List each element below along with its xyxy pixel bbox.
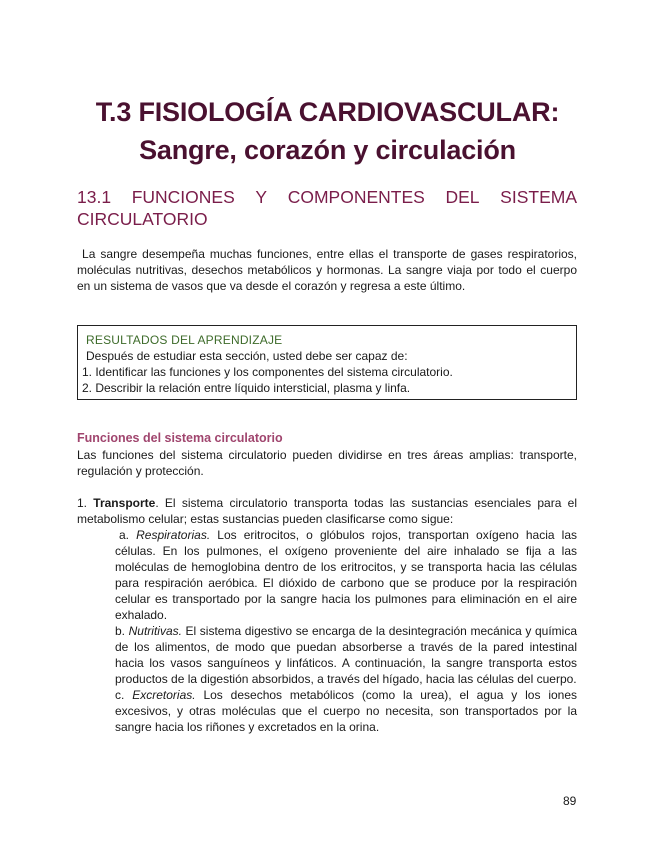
section-number: 13.1 [77, 187, 112, 207]
transport-paragraph [77, 495, 577, 527]
intro-text: La sangre desempeña muchas funciones, entre ellas el transporte de gases respiratorios, moléculas nutritivas, desechos metabólicos y hormonas. La sangre viaja por todo el cuerpo en un sistema de vasos que va desde el corazón y regresa a este último. [77, 247, 577, 293]
title-line-1: T.3 FISIOLOGÍA CARDIOVASCULAR: [95, 97, 560, 128]
heading-word: SISTEMA [500, 187, 577, 207]
transport-label: Transporte [93, 496, 156, 510]
item-label: Respiratorias. [136, 528, 211, 542]
item-label: Excretorias. [132, 688, 196, 702]
title-line-2: Sangre, corazón y circulación [139, 135, 516, 166]
transport-text: . El sistema circulatorio transporta todas las sustancias esenciales para el metabolismo celular; estas sustancias pueden clasificarse como sigue: [77, 496, 578, 526]
item-prefix: c. [115, 688, 133, 702]
learning-outcomes-box [77, 325, 577, 400]
heading-word: FUNCIONES [131, 187, 235, 207]
functions-paragraph: Las funciones del sistema circulatorio pueden dividirse en tres áreas amplias: transporte, regulación y protección. [77, 448, 577, 478]
functions-subheading: Funciones del sistema circulatorio [77, 431, 283, 445]
heading-word: Y [255, 187, 268, 207]
sublist-item-nutritive [115, 623, 577, 687]
transport-prefix: 1. [77, 496, 94, 510]
item-prefix: b. [115, 624, 129, 638]
page-number: 89 [563, 794, 577, 808]
section-heading-line-1 [77, 186, 577, 208]
transport-sublist [115, 527, 577, 735]
heading-word: DEL [445, 187, 480, 207]
learning-outcome-item: 1. Identificar las funciones y los componentes del sistema circulatorio. [82, 365, 453, 379]
item-text: Los eritrocitos, o glóbulos rojos, transportan oxígeno hacia las células. En los pulmones, el oxígeno proveniente del aire inhalado se fija a las moléculas de hemoglobina dentro de los eritrocitos, y se transporta hacia las células para respiración aeróbica. El dióxido de carbono que se produce por la respiración celular es transportado por la sangre hacia los pulmones para eliminación en el aire exhalado. [115, 528, 577, 622]
sublist-item-excretory [115, 687, 577, 735]
item-label: Nutritivas. [128, 624, 182, 638]
section-heading-line-2: CIRCULATORIO [77, 209, 208, 229]
sublist-item-respiratory [115, 527, 577, 623]
item-prefix: a. [119, 528, 137, 542]
heading-word: COMPONENTES [287, 187, 425, 207]
page-title [0, 94, 655, 168]
section-heading [77, 186, 577, 230]
learning-outcome-item: 2. Describir la relación entre líquido intersticial, plasma y linfa. [82, 381, 411, 395]
item-text: Los desechos metabólicos (como la urea), el agua y los iones excesivos, y otras moléculas que el cuerpo no necesita, son transportados por la sangre hacia los riñones y excretados en la orina. [115, 688, 578, 734]
learning-outcomes-title: RESULTADOS DEL APRENDIZAJE [86, 333, 283, 347]
item-text: El sistema digestivo se encarga de la desintegración mecánica y química de los alimentos, de modo que puedan absorberse a través de la pared intestinal hacia los vasos sanguíneos y linfáticos. A continuación, la sangre transporta estos productos de la digestión absorbidos, a través del hígado, hacia las células del cuerpo. [115, 624, 578, 686]
intro-paragraph [77, 246, 577, 294]
learning-outcomes-intro: Después de estudiar esta sección, usted debe ser capaz de: [86, 349, 408, 363]
